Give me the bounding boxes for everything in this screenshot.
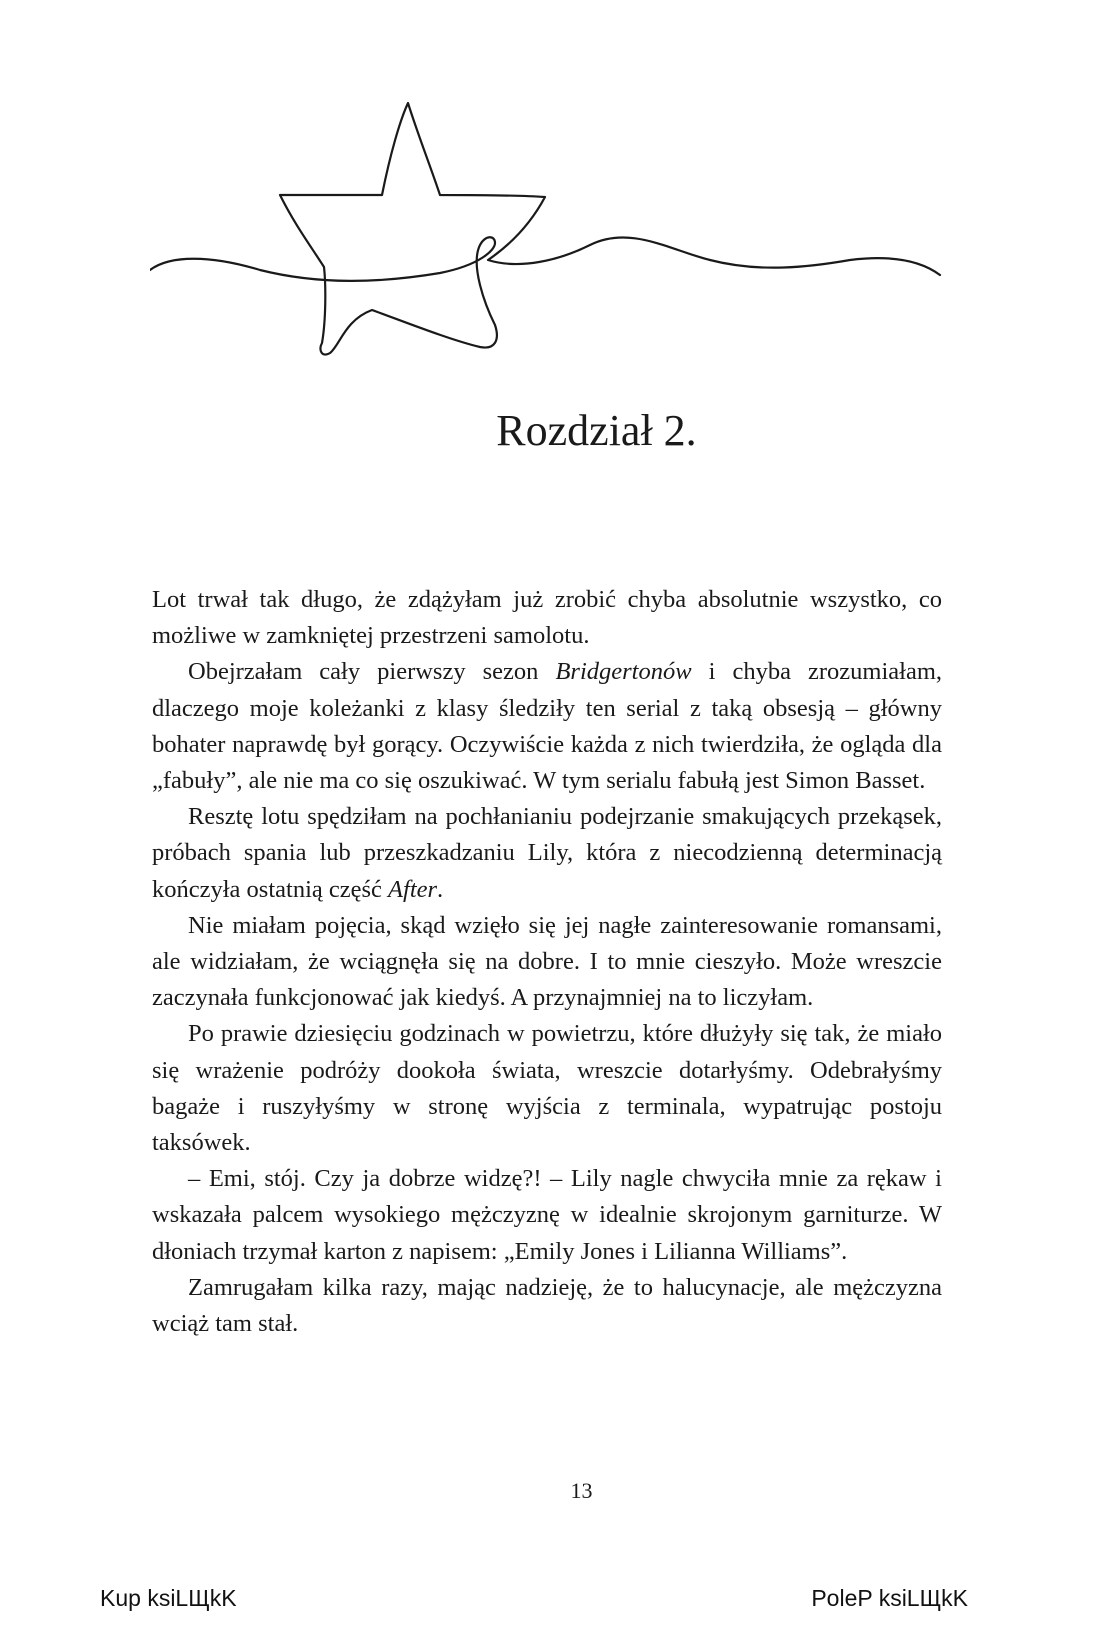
paragraph: Nie miałam pojęcia, skąd wzięło się jej nagłe zainteresowanie romansami, ale widziałam, że wciągnęła się na dobre. I to mnie cieszyło. Może wreszcie zaczynała funkcjonować jak kiedyś. A przynajmniej na to liczyłam. [152, 911, 942, 1012]
book-title-after: After [388, 875, 438, 903]
paragraph-lead: Resztę lotu spędziłam na pochłanianiu podejrzanie smakujących przekąsek, próbach spania lub przeszkadzaniu Lily, która z niecodzienną determinacją kończyła ostatnią część [152, 803, 942, 903]
paragraph-end: . [437, 875, 444, 903]
paragraph: – Emi, stój. Czy ja dobrze widzę?! – Lily nagle chwyciła mnie za rękaw i wskazała palcem wysokiego mężczyznę w idealnie skrojonym garniturze. W dłoniach trzymał karton z napisem: „Emily Jones i Lilianna Williams”. [152, 1165, 942, 1265]
paragraph-rest: i chyba zrozumiałam, dlaczego moje koleżanki z klasy śledziły ten serial z taką obsesją – główny bohater naprawdę był gorący. Oczywiście każda z nich twierdziła, że ogląda dla „fabuły”, ale nie ma co się oszukiwać. W tym serialu fabułą jest Simon Basset. [152, 658, 943, 795]
page-number: 13 [570, 1478, 593, 1503]
paragraph [152, 799, 942, 908]
paragraph-lead: Obejrzałam cały pierwszy sezon [188, 658, 539, 686]
paragraph: Po prawie dziesięciu godzinach w powietrzu, które dłużyły się tak, że miało się wrażenie podróży dookoła świata, wreszcie dotarłyśmy. Odebrałyśmy bagaże i ruszyłyśmy w stronę wyjścia z terminala, wypatrując postoju taksówek. [152, 1020, 942, 1157]
paragraph [152, 654, 942, 799]
chapter-title: Rozdział 2. [496, 406, 697, 455]
chapter-body [152, 582, 942, 1342]
paragraph: Zamrugałam kilka razy, mając nadzieję, że to halucynacje, ale mężczyzna wciąż tam stał. [152, 1273, 942, 1338]
paragraph: Lot trwał tak długo, że zdążyłam już zrobić chyba absolutnie wszystko, co możliwe w zamkniętej przestrzeni samolotu. [152, 586, 942, 650]
star-ornament-icon [150, 95, 950, 375]
recommend-book-link[interactable]: PoleP ksiLЩkK [811, 1585, 968, 1611]
buy-book-link[interactable]: Kup ksiLЩkK [100, 1585, 237, 1611]
book-title-bridgertons: Bridgertonów [555, 658, 692, 686]
